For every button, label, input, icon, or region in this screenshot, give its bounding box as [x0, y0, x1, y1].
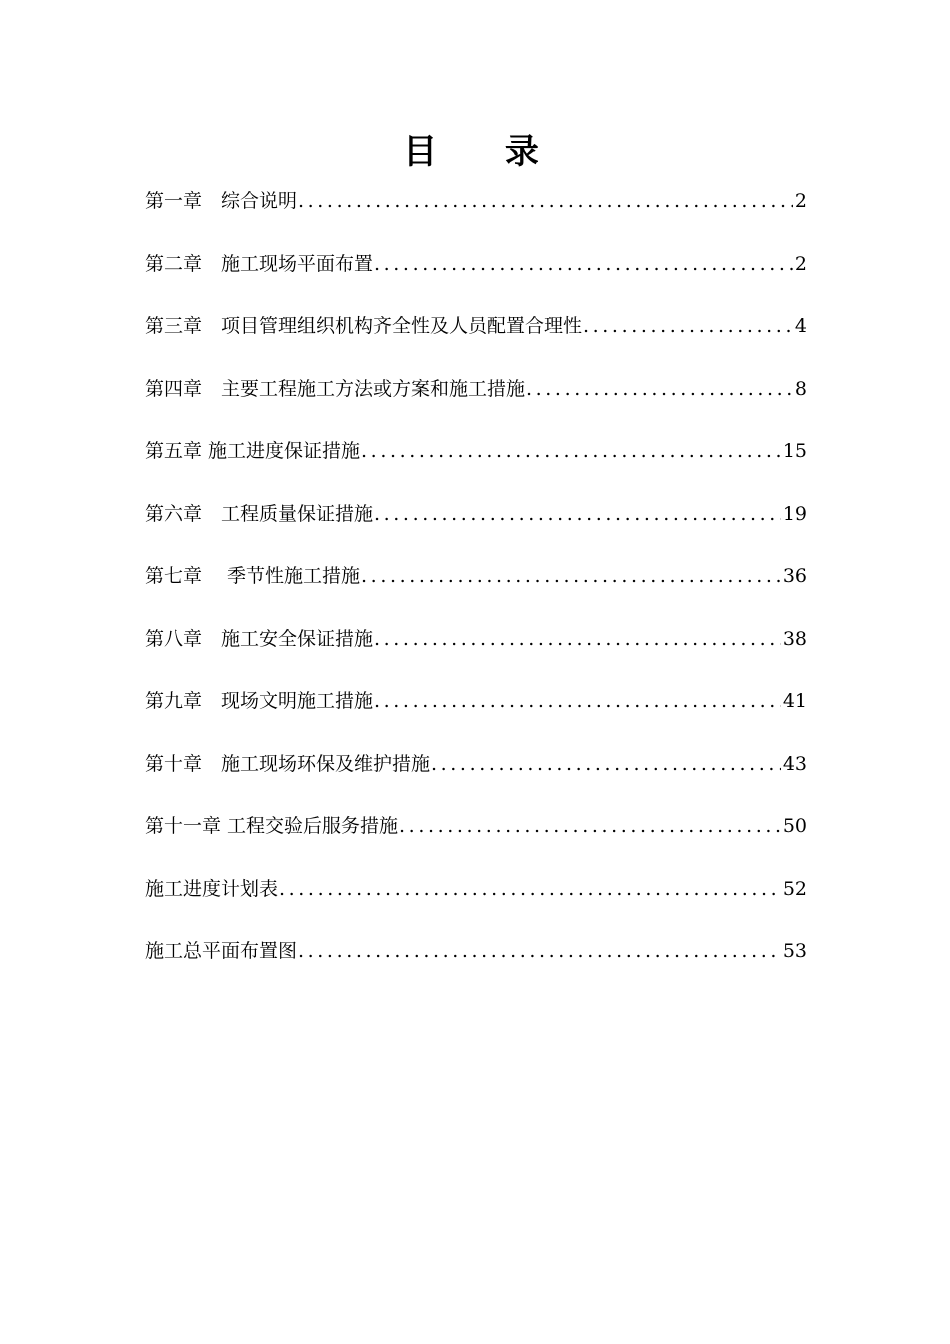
toc-page-number: 53	[782, 940, 807, 962]
toc-entry-label: 第八章 施工安全保证措施	[145, 627, 374, 650]
toc-entry-10[interactable]	[145, 748, 807, 811]
toc-dot-leader	[298, 935, 781, 967]
toc-entry-11[interactable]	[145, 810, 807, 873]
toc-entry-2[interactable]	[145, 248, 807, 311]
toc-dot-leader	[374, 248, 793, 280]
toc-page-number: 36	[782, 565, 807, 587]
toc-page-number: 2	[794, 190, 807, 212]
toc-entry-13[interactable]	[145, 935, 807, 998]
toc-dot-leader	[279, 873, 781, 905]
toc-entry-label: 第五章 施工进度保证措施	[145, 440, 361, 462]
toc-page-number: 4	[794, 315, 807, 337]
toc-entry-label: 第二章 施工现场平面布置	[145, 252, 374, 275]
toc-entry-label: 第七章 季节性施工措施	[145, 565, 361, 587]
toc-entry-5[interactable]	[145, 435, 807, 498]
toc-dot-leader	[399, 810, 781, 842]
toc-entry-6[interactable]	[145, 498, 807, 561]
toc-entry-label: 第十一章 工程交验后服务措施	[145, 815, 399, 837]
toc-entry-12[interactable]	[145, 873, 807, 936]
toc-dot-leader	[431, 748, 781, 780]
table-of-contents	[145, 185, 807, 998]
toc-page-number: 52	[782, 877, 807, 900]
toc-entry-label: 第四章 主要工程施工方法或方案和施工措施	[145, 377, 526, 400]
toc-page-number: 19	[782, 502, 807, 525]
toc-page-number: 41	[782, 690, 807, 712]
toc-dot-leader	[374, 498, 781, 530]
toc-page-number: 50	[782, 815, 807, 837]
toc-dot-leader	[374, 623, 781, 655]
toc-entry-7[interactable]	[145, 560, 807, 623]
toc-entry-4[interactable]	[145, 373, 807, 436]
toc-entry-label: 第六章 工程质量保证措施	[145, 502, 374, 525]
toc-dot-leader	[361, 435, 781, 467]
toc-page-number: 43	[782, 752, 807, 775]
toc-entry-8[interactable]	[145, 623, 807, 686]
toc-page-number: 38	[782, 627, 807, 650]
toc-page-number: 15	[782, 440, 807, 462]
toc-entry-label: 第九章 现场文明施工措施	[145, 690, 374, 712]
page-title: 目 录	[403, 132, 567, 172]
toc-entry-label: 第十章 施工现场环保及维护措施	[145, 752, 431, 775]
toc-dot-leader	[298, 185, 793, 217]
toc-entry-label: 施工进度计划表	[145, 877, 279, 900]
toc-dot-leader	[374, 685, 781, 717]
toc-entry-label: 第一章 综合说明	[145, 190, 298, 212]
toc-entry-1[interactable]	[145, 185, 807, 248]
toc-entry-9[interactable]	[145, 685, 807, 748]
toc-entry-label: 施工总平面布置图	[145, 940, 298, 962]
toc-page-number: 2	[794, 252, 807, 275]
toc-dot-leader	[361, 560, 781, 592]
toc-page-number: 8	[794, 377, 807, 400]
toc-entry-label: 第三章 项目管理组织机构齐全性及人员配置合理性	[145, 315, 583, 337]
toc-entry-3[interactable]	[145, 310, 807, 373]
toc-dot-leader	[583, 310, 793, 342]
toc-dot-leader	[526, 373, 793, 405]
